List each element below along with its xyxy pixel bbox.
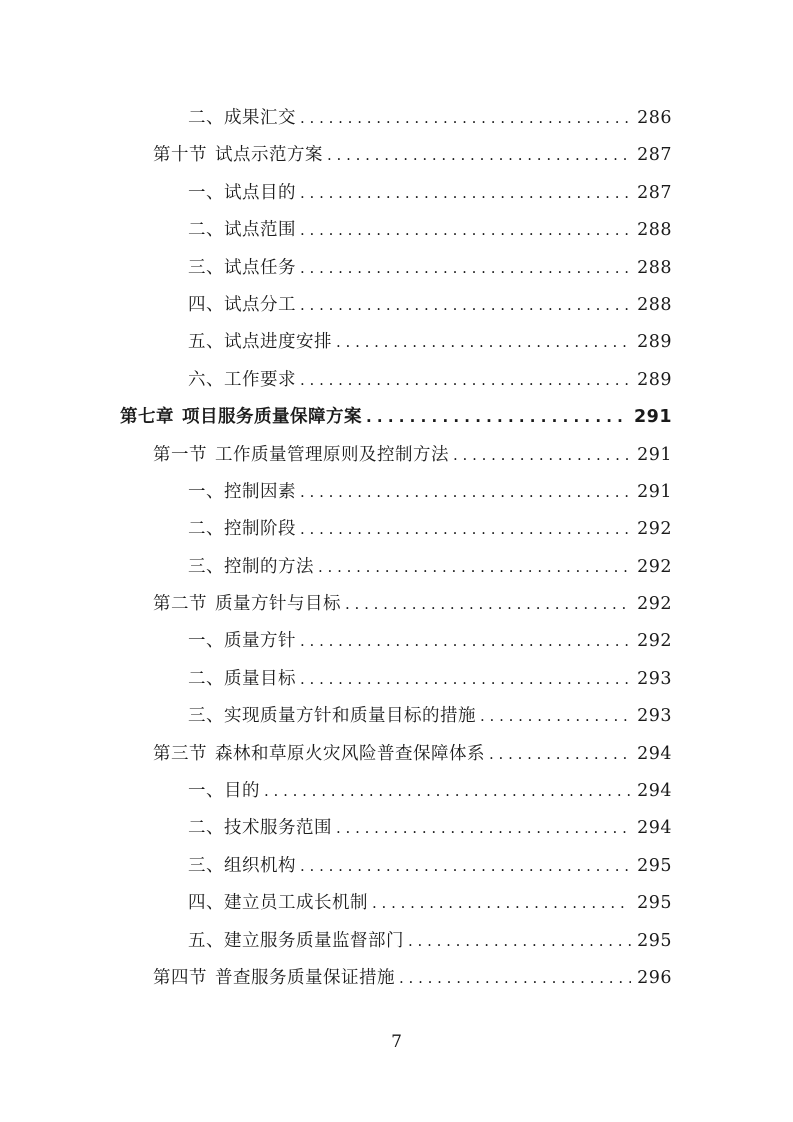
toc-entry-title: 六、工作要求	[188, 369, 296, 390]
toc-entry-page: 288	[637, 257, 672, 278]
toc-entry-title: 四、试点分工	[188, 294, 296, 315]
toc-entry-title: 二、试点范围	[188, 220, 296, 241]
toc-entry-page: 295	[637, 893, 672, 914]
toc-entry-page: 292	[637, 519, 672, 540]
toc-entry-page: 294	[637, 743, 672, 764]
dot-leader	[300, 175, 631, 212]
toc-entry-title: 二、控制阶段	[188, 519, 296, 540]
table-of-contents	[0, 100, 793, 997]
toc-entry-title: 三、试点任务	[188, 257, 296, 278]
toc-entry[interactable]	[0, 698, 793, 735]
toc-entry[interactable]	[0, 810, 793, 847]
dot-leader	[399, 960, 631, 997]
toc-entry[interactable]	[0, 100, 793, 137]
toc-entry[interactable]	[0, 923, 793, 960]
dot-leader	[300, 661, 631, 698]
toc-entry[interactable]	[0, 324, 793, 361]
dot-leader	[372, 885, 631, 922]
toc-entry-page: 287	[637, 145, 672, 166]
toc-entry[interactable]	[0, 250, 793, 287]
toc-entry-page: 288	[637, 294, 672, 315]
toc-entry-page: 294	[637, 781, 672, 802]
dot-leader	[300, 474, 631, 511]
toc-entry-page: 289	[637, 369, 672, 390]
dot-leader	[300, 100, 631, 137]
dot-leader	[264, 773, 631, 810]
toc-entry-title: 二、质量目标	[188, 668, 296, 689]
toc-entry[interactable]	[0, 287, 793, 324]
toc-entry[interactable]	[0, 175, 793, 212]
toc-chapter-entry[interactable]	[0, 399, 793, 436]
toc-entry-title: 四、建立员工成长机制	[188, 893, 368, 914]
toc-entry-page: 292	[637, 631, 672, 652]
toc-entry-page: 287	[637, 182, 672, 203]
toc-entry-title: 第一节 工作质量管理原则及控制方法	[153, 444, 449, 465]
toc-entry-page: 291	[633, 407, 672, 428]
toc-entry[interactable]	[0, 362, 793, 399]
dot-leader	[300, 287, 631, 324]
dot-leader	[480, 698, 631, 735]
toc-entry[interactable]	[0, 511, 793, 548]
toc-entry-page: 293	[637, 706, 672, 727]
dot-leader	[327, 137, 631, 174]
dot-leader	[300, 212, 631, 249]
dot-leader	[366, 399, 628, 436]
toc-entry[interactable]	[0, 661, 793, 698]
toc-entry-title: 五、试点进度安排	[188, 332, 332, 353]
toc-entry[interactable]	[0, 437, 793, 474]
dot-leader	[336, 324, 631, 361]
dot-leader	[408, 923, 631, 960]
toc-entry-title: 一、目的	[188, 781, 260, 802]
toc-entry[interactable]	[0, 960, 793, 997]
page-number: 7	[391, 1032, 402, 1052]
toc-entry-title: 一、质量方针	[188, 631, 296, 652]
toc-entry[interactable]	[0, 212, 793, 249]
toc-entry-page: 292	[637, 594, 672, 615]
toc-entry[interactable]	[0, 586, 793, 623]
toc-entry-title: 五、建立服务质量监督部门	[188, 930, 404, 951]
toc-entry-page: 295	[637, 855, 672, 876]
toc-entry-title: 一、试点目的	[188, 182, 296, 203]
toc-entry[interactable]	[0, 549, 793, 586]
toc-entry-title: 三、控制的方法	[188, 556, 314, 577]
toc-entry-title: 第十节 试点示范方案	[153, 145, 323, 166]
toc-entry-title: 第七章 项目服务质量保障方案	[120, 407, 362, 428]
toc-entry[interactable]	[0, 773, 793, 810]
toc-entry-title: 第三节 森林和草原火灾风险普查保障体系	[153, 743, 485, 764]
toc-entry-title: 二、成果汇交	[188, 108, 296, 128]
toc-entry-title: 三、组织机构	[188, 855, 296, 876]
toc-entry-page: 289	[637, 332, 672, 353]
toc-entry-title: 第四节 普查服务质量保证措施	[153, 967, 395, 988]
toc-entry-title: 三、实现质量方针和质量目标的措施	[188, 706, 476, 727]
dot-leader	[300, 848, 631, 885]
toc-entry-page: 292	[637, 556, 672, 577]
toc-entry-page: 296	[637, 967, 672, 988]
toc-entry-page: 291	[637, 481, 672, 502]
toc-entry[interactable]	[0, 736, 793, 773]
dot-leader	[300, 623, 631, 660]
toc-entry-title: 一、控制因素	[188, 481, 296, 502]
toc-entry-title: 第二节 质量方针与目标	[153, 594, 341, 615]
toc-entry-page: 295	[637, 930, 672, 951]
dot-leader	[300, 362, 631, 399]
toc-entry[interactable]	[0, 137, 793, 174]
toc-entry-page: 291	[637, 444, 672, 465]
toc-entry-page: 293	[637, 668, 672, 689]
toc-entry-page: 288	[637, 220, 672, 241]
dot-leader	[489, 736, 631, 773]
toc-entry[interactable]	[0, 885, 793, 922]
toc-entry-title: 二、技术服务范围	[188, 818, 332, 839]
toc-entry-page: 286	[637, 108, 672, 128]
dot-leader	[300, 250, 631, 287]
toc-entry[interactable]	[0, 623, 793, 660]
dot-leader	[300, 511, 631, 548]
dot-leader	[453, 437, 631, 474]
toc-entry-page: 294	[637, 818, 672, 839]
dot-leader	[336, 810, 631, 847]
dot-leader	[318, 549, 631, 586]
toc-entry[interactable]	[0, 848, 793, 885]
dot-leader	[345, 586, 631, 623]
toc-entry[interactable]	[0, 474, 793, 511]
